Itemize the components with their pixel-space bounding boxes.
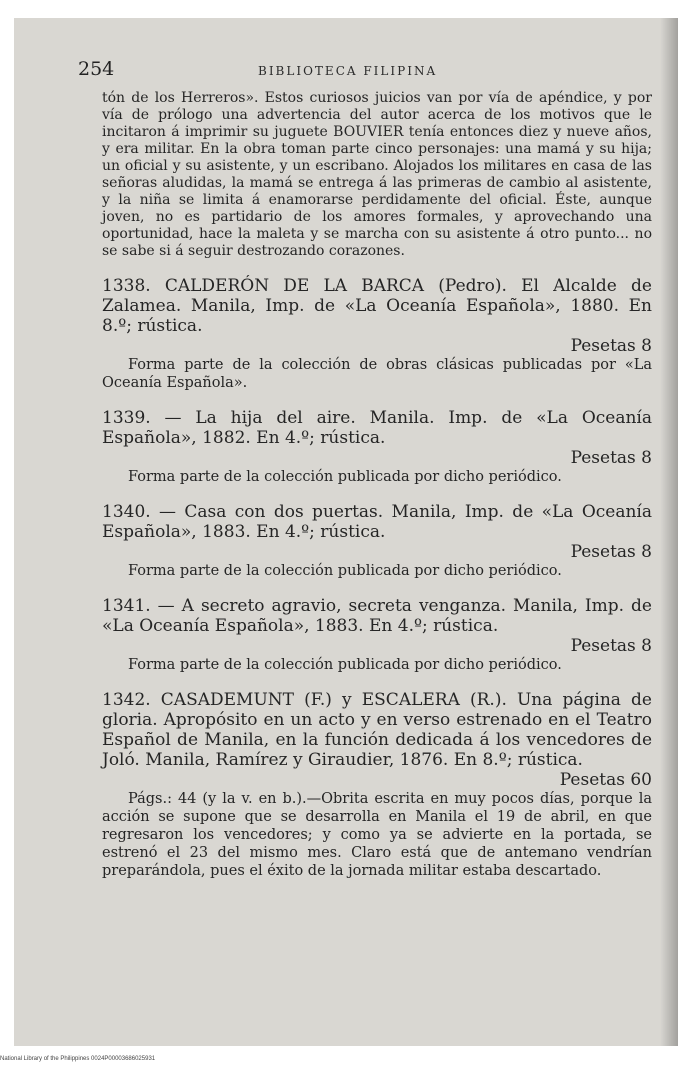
page-body [102, 90, 652, 880]
scan-footer: National Library of the Philippines 0024P00003686025931 [0, 1056, 156, 1062]
entry-note: Págs.: 44 (y la v. en b.).—Obrita escrita en muy pocos días, porque la acción se supone que se desarrolla en Manila el 19 de abril, en que regresaron los vencedores; y como ya se advierte en la portada, se estrenó el 23 del mismo mes. Claro está que de antemano vendrían preparándola, pues el éxito de la jornada militar estaba descartado. [102, 791, 652, 879]
entry-text: 1341. — A secreto agravio, secreta venganza. Manila, Imp. de «La Oceanía Española», 1883. En 4.º; rústica. [102, 596, 652, 636]
scanned-page [14, 18, 678, 1046]
page-number: 254 [78, 58, 115, 80]
intro-paragraph: tón de los Herreros». Estos curiosos juicios van por vía de apéndice, y por vía de prólogo una advertencia del autor acerca de los motivos que le incitaron á imprimir su juguete BOUVIER tenía entonces diez y nueve años, y era militar. En la obra toman parte cinco personajes: una mamá y su hija; un oficial y su asistente, y un escribano. Alojados los militares en casa de las señoras aludidas, la mamá se entrega á las primeras de cambio al asistente, y la niña se limita á enamorarse perdidamente del oficial. Éste, aunque joven, no es partidario de los amores formales, y aprovechando una oportunidad, hace la maleta y se marcha con su asistente á otro punto... no se sabe si á seguir destrozando corazones. [102, 90, 652, 259]
entry-price: Pesetas 8 [570, 636, 652, 656]
entry-note: Forma parte de la colección de obras clásicas publicadas por «La Oceanía Española». [102, 357, 652, 391]
entry-1340 [102, 502, 652, 580]
entry-note: Forma parte de la colección publicada por dicho periódico. [128, 469, 562, 485]
entry-note: Forma parte de la colección publicada por dicho periódico. [128, 563, 562, 579]
running-title: BIBLIOTECA FILIPINA [258, 64, 438, 78]
entry-1341 [102, 596, 652, 674]
entry-note: Forma parte de la colección publicada por dicho periódico. [128, 657, 562, 673]
entry-text: 1339. — La hija del aire. Manila. Imp. de «La Oceanía Española», 1882. En 4.º; rústica. [102, 408, 652, 448]
entry-price: Pesetas 60 [559, 770, 652, 790]
entry-text: 1338. CALDERÓN DE LA BARCA (Pedro). El Alcalde de Zalamea. Manila, Imp. de «La Oceanía Española», 1880. En 8.º; rústica. [102, 276, 652, 336]
entry-text: 1340. — Casa con dos puertas. Manila, Imp. de «La Oceanía Española», 1883. En 4.º; rústica. [102, 502, 652, 542]
entry-price: Pesetas 8 [570, 448, 652, 468]
entry-price: Pesetas 8 [570, 336, 652, 356]
entry-1342 [102, 690, 652, 880]
entry-1338 [102, 276, 652, 392]
entry-price: Pesetas 8 [570, 542, 652, 562]
entry-text: 1342. CASADEMUNT (F.) y ESCALERA (R.). Una página de gloria. Apropósito en un acto y en verso estrenado en el Teatro Español de Manila, en la función dedicada á los vencedores de Joló. Manila, Ramírez y Giraudier, 1876. En 8.º; rústica. [102, 690, 652, 770]
page-header [78, 58, 668, 86]
entry-1339 [102, 408, 652, 486]
